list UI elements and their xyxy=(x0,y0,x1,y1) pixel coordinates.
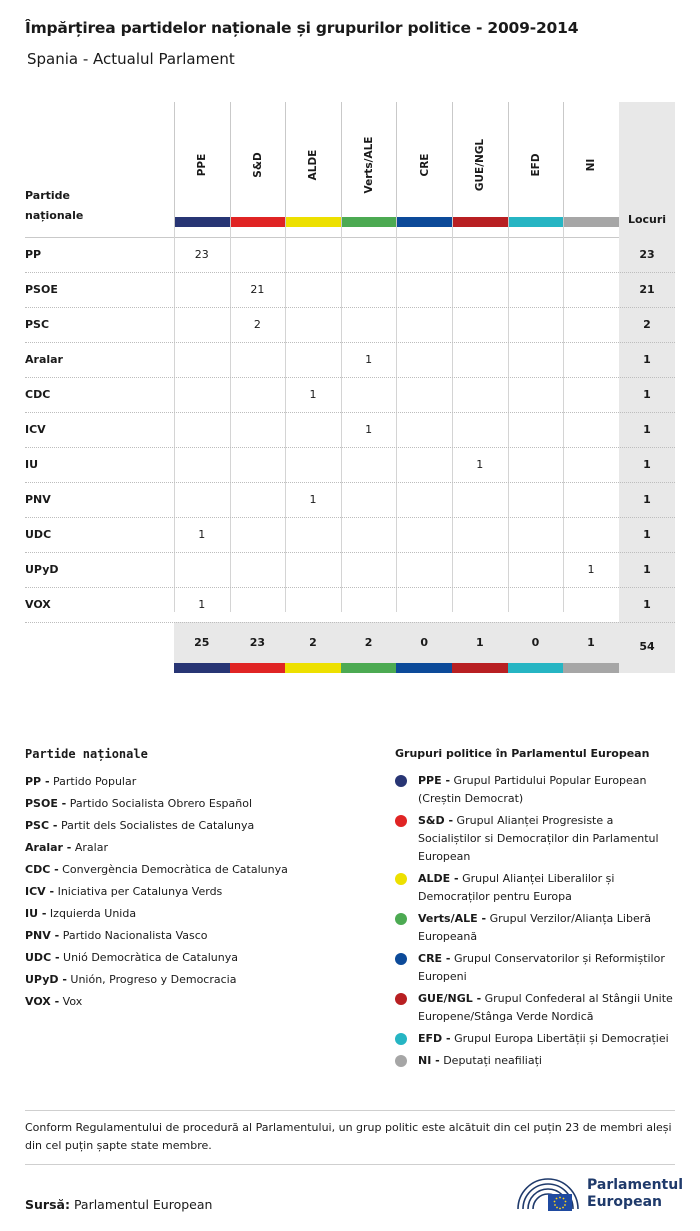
party-name: ICV xyxy=(25,423,46,436)
group-color-bar-bottom xyxy=(285,663,341,673)
group-color-dot-icon xyxy=(395,1033,407,1045)
row-seats: 1 xyxy=(643,598,651,611)
seat-count-cell: 1 xyxy=(365,353,373,366)
seat-count-cell: 2 xyxy=(253,318,261,331)
seat-count-cell: 1 xyxy=(198,598,206,611)
party-legend-item xyxy=(25,859,365,881)
row-seats: 1 xyxy=(643,423,651,436)
party-legend-item xyxy=(25,903,365,925)
party-abbr: PSOE - xyxy=(25,797,67,810)
group-full-name: Grupul Conservatorilor și Reformiștilor Europeni xyxy=(418,952,665,983)
party-full-name: Vox xyxy=(62,995,83,1008)
footnote: Conform Regulamentului de procedură al Parlamentului, un grup politic este alcătuit din cel puțin 23 de membri aleși din cel puțin șapte state membre. xyxy=(25,1110,675,1155)
group-full-name: Grupul Europa Libertății și Democrației xyxy=(454,1032,669,1045)
seat-count-cell: 1 xyxy=(198,528,206,541)
logo-text xyxy=(587,1177,683,1211)
total-seats: 54 xyxy=(639,640,655,653)
row-seats: 1 xyxy=(643,388,651,401)
row-header-line1: Partide xyxy=(25,189,70,202)
row-seats: 1 xyxy=(643,458,651,471)
groups-legend-title: Grupuri politice în Parlamentul European xyxy=(395,747,650,760)
group-legend-item xyxy=(395,812,675,866)
group-color-dot-icon xyxy=(395,913,407,925)
group-legend-item xyxy=(395,772,675,808)
group-code: S&D xyxy=(251,152,264,178)
table-row xyxy=(25,238,675,273)
table-row xyxy=(25,343,675,378)
group-abbr: PPE - xyxy=(418,774,451,787)
party-abbr: UDC - xyxy=(25,951,60,964)
group-column-header xyxy=(341,102,397,227)
row-seats: 21 xyxy=(639,283,655,296)
group-column-header xyxy=(452,102,508,227)
group-abbr: CRE - xyxy=(418,952,451,965)
group-full-name: Grupul Partidului Popular European (Creștin Democrat) xyxy=(418,774,647,805)
party-abbr: UPyD - xyxy=(25,973,67,986)
group-code: GUE/NGL xyxy=(474,138,487,192)
group-legend-item xyxy=(395,910,675,946)
group-column-header xyxy=(285,102,341,227)
table-row xyxy=(25,448,675,483)
group-full-name: Deputați neafiliați xyxy=(443,1054,542,1067)
party-legend-item xyxy=(25,881,365,903)
party-full-name: Izquierda Unida xyxy=(49,907,137,920)
party-name: PNV xyxy=(25,493,51,506)
seats-header: Locuri xyxy=(627,213,667,226)
group-code: Verts/ALE xyxy=(363,136,376,194)
group-column-header xyxy=(508,102,564,227)
page-title: Împărțirea partidelor naționale și grupurilor politice - 2009-2014 xyxy=(25,19,579,37)
row-seats: 1 xyxy=(643,563,651,576)
party-name: PSOE xyxy=(25,283,58,296)
party-abbr: Aralar - xyxy=(25,841,72,854)
group-color-dot-icon xyxy=(395,953,407,965)
group-code: CRE xyxy=(418,153,431,177)
table-row xyxy=(25,273,675,308)
group-column-header xyxy=(563,102,619,227)
party-name: PP xyxy=(25,248,42,261)
group-abbr: GUE/NGL - xyxy=(418,992,482,1005)
group-color-bar xyxy=(342,217,397,227)
parties-legend-title: Partide naționale xyxy=(25,747,148,761)
page-subtitle: Spania - Actualul Parlament xyxy=(27,50,235,68)
group-legend-item xyxy=(395,1030,675,1048)
group-total: 23 xyxy=(249,636,266,649)
party-name: UDC xyxy=(25,528,52,541)
party-name: PSC xyxy=(25,318,50,331)
logo-line1: Parlamentul xyxy=(587,1177,683,1193)
group-total: 1 xyxy=(587,636,595,649)
table-row xyxy=(25,378,675,413)
party-name: Aralar xyxy=(25,353,63,366)
party-abbr: VOX - xyxy=(25,995,60,1008)
group-full-name: Grupul Alianței Liberalilor și Democraților pentru Europa xyxy=(418,872,615,903)
group-total: 0 xyxy=(531,636,540,649)
row-seats: 23 xyxy=(639,248,655,261)
party-legend-item xyxy=(25,793,365,815)
party-name: CDC xyxy=(25,388,51,401)
group-total: 2 xyxy=(309,636,317,649)
group-abbr: ALDE - xyxy=(418,872,459,885)
party-full-name: Partido Socialista Obrero Español xyxy=(69,797,253,810)
group-code: EFD xyxy=(529,153,542,177)
group-legend-item xyxy=(395,950,675,986)
group-color-dot-icon xyxy=(395,775,407,787)
party-full-name: Iniciativa per Catalunya Verds xyxy=(57,885,223,898)
hemicycle-icon xyxy=(515,1173,581,1213)
group-color-bar-bottom xyxy=(341,663,397,673)
party-name: VOX xyxy=(25,598,51,611)
seat-count-cell: 1 xyxy=(309,493,317,506)
row-header-line2: naționale xyxy=(25,209,84,222)
party-full-name: Partit dels Socialistes de Catalunya xyxy=(60,819,255,832)
group-color-bar-bottom xyxy=(508,663,564,673)
party-full-name: Aralar xyxy=(74,841,108,854)
party-legend-item xyxy=(25,771,365,793)
party-abbr: PNV - xyxy=(25,929,60,942)
group-color-dot-icon xyxy=(395,815,407,827)
party-abbr: PSC - xyxy=(25,819,58,832)
group-color-dot-icon xyxy=(395,993,407,1005)
eu-parliament-logo-icon xyxy=(515,1173,683,1217)
table-row xyxy=(25,483,675,518)
seat-count-cell: 1 xyxy=(476,458,484,471)
party-legend-item xyxy=(25,925,365,947)
seat-count-cell: 1 xyxy=(365,423,373,436)
party-abbr: ICV - xyxy=(25,885,55,898)
group-abbr: Verts/ALE - xyxy=(418,912,487,925)
group-full-name: Grupul Alianței Progresiste a Socialiștilor si Democraților din Parlamentul European xyxy=(418,814,659,863)
group-color-bar-bottom xyxy=(563,663,619,673)
party-full-name: Unió Democràtica de Catalunya xyxy=(63,951,238,964)
group-color-bar-bottom xyxy=(396,663,452,673)
row-seats: 1 xyxy=(643,493,651,506)
group-legend-item xyxy=(395,1052,675,1070)
row-seats: 1 xyxy=(643,353,651,366)
group-color-bar xyxy=(509,217,564,227)
group-color-bar-bottom xyxy=(452,663,508,673)
group-column-header xyxy=(174,102,230,227)
group-abbr: NI - xyxy=(418,1054,440,1067)
party-abbr: PP - xyxy=(25,775,50,788)
table-row xyxy=(25,413,675,448)
group-color-bar xyxy=(231,217,286,227)
source-value: Parlamentul European xyxy=(73,1197,213,1212)
groups-legend xyxy=(395,747,675,1074)
group-abbr: EFD - xyxy=(418,1032,451,1045)
group-column-header xyxy=(230,102,286,227)
party-legend-item xyxy=(25,969,365,991)
seat-count-cell: 1 xyxy=(309,388,317,401)
group-legend-item xyxy=(395,870,675,906)
row-header xyxy=(25,186,83,226)
party-legend-item xyxy=(25,837,365,859)
table-row xyxy=(25,588,675,623)
row-seats: 2 xyxy=(643,318,651,331)
party-abbr: CDC - xyxy=(25,863,59,876)
group-abbr: S&D - xyxy=(418,814,454,827)
group-code: PPE xyxy=(196,153,209,177)
party-full-name: Unión, Progreso y Democracia xyxy=(70,973,237,986)
group-color-bar xyxy=(564,217,619,227)
party-legend-item xyxy=(25,947,365,969)
party-name: IU xyxy=(25,458,39,471)
seat-count-cell: 1 xyxy=(587,563,595,576)
group-full-name: Grupul Verzilor/Alianța Liberă Europeană xyxy=(418,912,651,943)
party-legend-item xyxy=(25,815,365,837)
party-abbr: IU - xyxy=(25,907,47,920)
group-color-bar xyxy=(175,217,230,227)
group-total: 0 xyxy=(420,636,429,649)
party-full-name: Convergència Democràtica de Catalunya xyxy=(62,863,288,876)
group-total: 2 xyxy=(364,636,373,649)
table-row xyxy=(25,553,675,588)
parties-legend xyxy=(25,747,365,1013)
logo-line2: European xyxy=(587,1194,662,1210)
group-color-dot-icon xyxy=(395,1055,407,1067)
footer-divider xyxy=(25,1164,675,1165)
group-color-bar-bottom xyxy=(230,663,286,673)
group-total: 1 xyxy=(475,636,484,649)
group-color-bar xyxy=(286,217,341,227)
party-full-name: Partido Nacionalista Vasco xyxy=(62,929,208,942)
seat-count-cell: 21 xyxy=(250,283,265,296)
seat-count-cell: 23 xyxy=(194,248,209,261)
group-color-bar-bottom xyxy=(174,663,230,673)
group-full-name: Grupul Confederal al Stângii Unite Europene/Stânga Verde Nordică xyxy=(418,992,673,1023)
group-color-bar xyxy=(397,217,452,227)
group-column-header xyxy=(396,102,452,227)
group-code: ALDE xyxy=(307,149,320,181)
group-color-bar xyxy=(453,217,508,227)
table-row xyxy=(25,308,675,343)
source-label: Sursă: xyxy=(25,1197,70,1212)
party-legend-item xyxy=(25,991,365,1013)
source xyxy=(25,1197,212,1212)
party-name: UPyD xyxy=(25,563,59,576)
group-color-dot-icon xyxy=(395,873,407,885)
group-code: NI xyxy=(585,158,598,172)
table-row xyxy=(25,518,675,553)
group-legend-item xyxy=(395,990,675,1026)
group-total: 25 xyxy=(194,636,210,649)
party-full-name: Partido Popular xyxy=(53,775,137,788)
row-seats: 1 xyxy=(643,528,651,541)
